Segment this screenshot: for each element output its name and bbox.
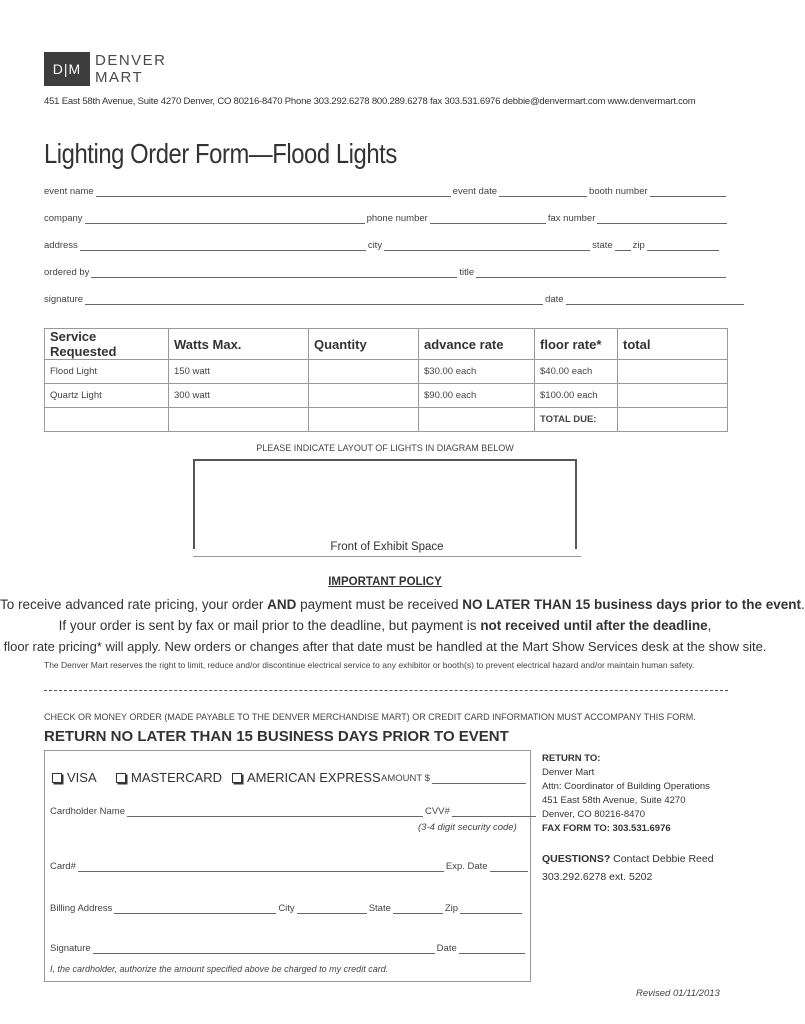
cut-line <box>44 690 728 691</box>
mastercard-option[interactable]: MASTERCARD <box>116 770 222 785</box>
diagram-instruction: PLEASE INDICATE LAYOUT OF LIGHTS IN DIAGRAM BELOW <box>256 443 514 453</box>
checkbox-icon[interactable] <box>232 773 242 783</box>
company-field[interactable]: company phone number fax number <box>44 213 729 224</box>
total-cell[interactable] <box>618 360 728 384</box>
signature-field[interactable]: signature date <box>44 294 746 305</box>
total-due-label: TOTAL DUE: <box>535 408 618 432</box>
event-name-field[interactable]: event name event date booth number <box>44 186 728 197</box>
quantity-cell[interactable] <box>309 384 419 408</box>
quantity-cell[interactable] <box>309 360 419 384</box>
logo-monogram: D|M <box>44 52 90 86</box>
revision-date: Revised 01/11/2013 <box>636 988 720 999</box>
table-row: Quartz Light 300 watt $90.00 each $100.00 each <box>45 384 728 408</box>
service-table <box>44 328 728 432</box>
payment-heading: RETURN NO LATER THAN 15 BUSINESS DAYS PRIOR TO EVENT <box>44 728 509 745</box>
return-to-block: RETURN TO: Denver Mart Attn: Coordinator of Building Operations 451 East 58th Avenue, Suite 4270 Denver, CO 80216-8470 FAX FORM TO: 303.531.6976 <box>542 753 710 834</box>
billing-address-field[interactable]: Billing Address City State Zip <box>50 903 524 914</box>
amex-option[interactable]: AMERICAN EXPRESS <box>232 770 381 785</box>
questions-block: QUESTIONS? Contact Debbie Reed 303.292.6278 ext. 5202 <box>542 853 714 883</box>
policy-heading: IMPORTANT POLICY <box>328 576 442 588</box>
page-title: Lighting Order Form—Flood Lights <box>44 138 397 169</box>
column-header: Watts Max. <box>169 329 309 360</box>
card-number-field[interactable]: Card# Exp. Date <box>50 861 530 872</box>
total-due-cell[interactable] <box>618 408 728 432</box>
divider <box>193 556 581 557</box>
ordered-by-field[interactable]: ordered by title <box>44 267 728 278</box>
policy-line-2: If your order is sent by fax or mail prior to the deadline, but payment is not received until after the deadline, <box>58 618 712 633</box>
column-header: floor rate* <box>535 329 618 360</box>
policy-line-3: floor rate pricing* will apply. New orders or changes after that date must be handled at the Mart Show Services desk at the show site. <box>3 639 767 654</box>
checkbox-icon[interactable] <box>116 773 126 783</box>
cvv-hint: (3-4 digit security code) <box>418 822 517 833</box>
address-field[interactable]: address city state zip <box>44 240 721 251</box>
table-row <box>45 408 728 432</box>
header-address: 451 East 58th Avenue, Suite 4270 Denver, CO 80216-8470 Phone 303.292.6278 800.289.6278 fax 303.531.6976 debbie@denvermart.com www.denvermart.com <box>44 96 696 107</box>
policy-line-1: To receive advanced rate pricing, your order AND payment must be received NO LATER THAN 15 business days prior to the event. <box>0 597 805 612</box>
table-row: Flood Light 150 watt $30.00 each $40.00 each <box>45 360 728 384</box>
policy-note: The Denver Mart reserves the right to limit, reduce and/or discontinue electrical service to any exhibitor or booth(s) to prevent electrical hazard and/or maintain human safety. <box>44 660 695 670</box>
visa-option[interactable]: VISA <box>52 770 97 785</box>
column-header: advance rate <box>419 329 535 360</box>
checkbox-icon[interactable] <box>52 773 62 783</box>
layout-diagram[interactable] <box>193 459 577 549</box>
payment-note: CHECK OR MONEY ORDER (MADE PAYABLE TO THE DENVER MERCHANDISE MART) OR CREDIT CARD INFORMATION MUST ACCOMPANY THIS FORM. <box>44 712 696 722</box>
column-header: Quantity <box>309 329 419 360</box>
authorization-text: I, the cardholder, authorize the amount specified above be charged to my credit card. <box>50 964 389 974</box>
card-signature-field[interactable]: Signature Date <box>50 943 527 954</box>
column-header: total <box>618 329 728 360</box>
logo-wordmark: DENVER MART <box>95 52 167 86</box>
amount-field[interactable]: AMOUNT $ <box>381 773 528 784</box>
front-of-exhibit-label: Front of Exhibit Space <box>330 541 444 553</box>
total-cell[interactable] <box>618 384 728 408</box>
cardholder-name-field[interactable]: Cardholder Name CVV# <box>50 806 538 817</box>
column-header: Service Requested <box>45 329 169 360</box>
